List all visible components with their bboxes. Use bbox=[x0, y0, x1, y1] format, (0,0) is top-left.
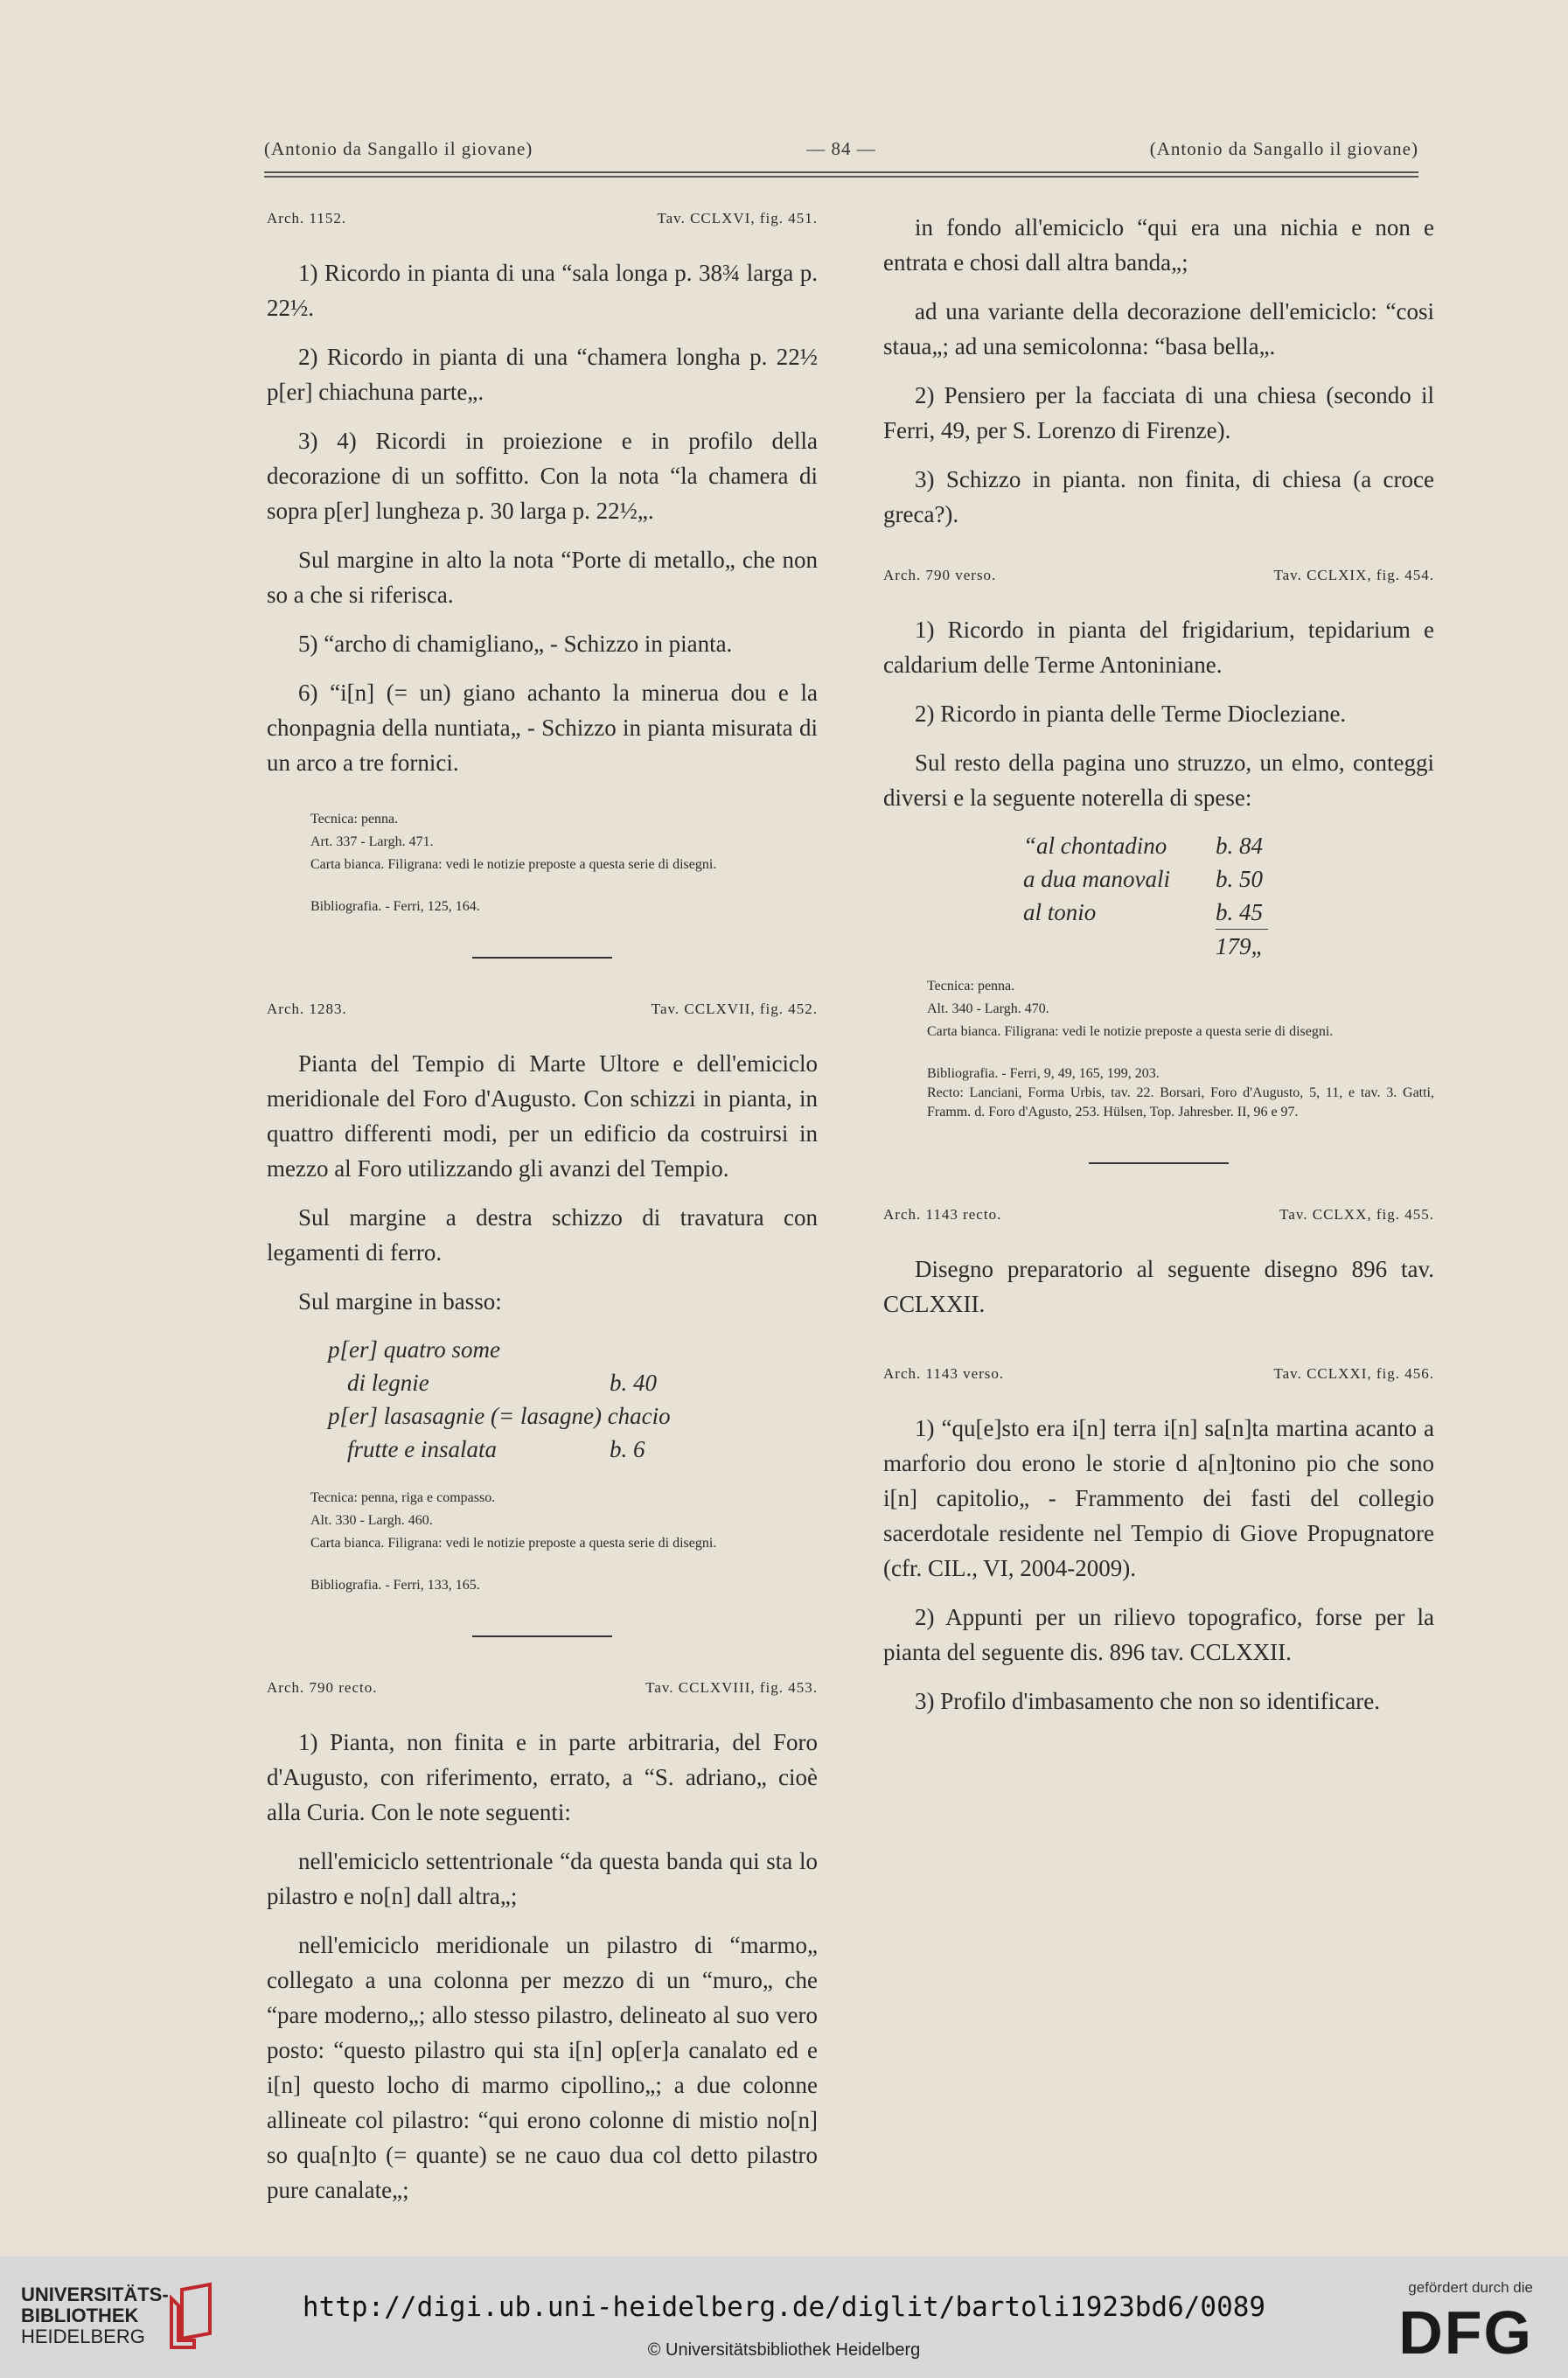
bibliography: Bibliografia. - Ferri, 9, 49, 165, 199, 203. bbox=[927, 1066, 1160, 1081]
paragraph: Sul margine a destra schizzo di travatura con legamenti di ferro. bbox=[267, 1204, 818, 1266]
viewer-footer bbox=[0, 2256, 1568, 2378]
plate-reference: Tav. CCLXVIII, fig. 453. bbox=[645, 1679, 818, 1696]
paragraph: 1) Ricordo in pianta del frigidarium, tepidarium e caldarium delle Terme Antoniniane. bbox=[883, 617, 1434, 678]
expense-list bbox=[267, 1333, 818, 1466]
entry-heading-1143-recto bbox=[883, 1206, 1434, 1224]
arch-number: Arch. 1152. bbox=[267, 210, 347, 227]
expense-amount: b. 50 bbox=[1216, 866, 1263, 892]
permalink-url[interactable]: http://digi.ub.uni-heidelberg.de/diglit/bartoli1923bd6/0089 bbox=[302, 2291, 1266, 2323]
plate-reference: Tav. CCLXVI, fig. 451. bbox=[657, 210, 818, 227]
header-right: (Antonio da Sangallo il giovane) bbox=[1149, 138, 1418, 159]
arch-number: Arch. 1143 verso. bbox=[883, 1365, 1005, 1382]
arch-number: Arch. 1143 recto. bbox=[883, 1206, 1002, 1223]
expense-line: al tonio bbox=[1023, 899, 1097, 925]
logo-line: HEIDELBERG bbox=[21, 2326, 145, 2347]
dimensions-note: Alt. 330 - Largh. 460. bbox=[310, 1513, 433, 1528]
paragraph: in fondo all'emiciclo “qui era una nichia e non e entrata e chosi dall altra banda„; bbox=[883, 214, 1434, 275]
logo-line: UNIVERSITÄTS- bbox=[21, 2284, 169, 2305]
paragraph: Sul margine in basso: bbox=[298, 1288, 502, 1315]
entry-heading-1152 bbox=[267, 210, 818, 227]
expense-amount: b. 84 bbox=[1216, 833, 1263, 859]
expense-total: 179„ bbox=[1216, 933, 1265, 959]
entry-heading-790-verso bbox=[883, 567, 1434, 584]
plate-reference: Tav. CCLXXI, fig. 456. bbox=[1273, 1365, 1434, 1382]
entry-heading-1283 bbox=[267, 1001, 818, 1018]
expense-amount: b. 45 bbox=[1216, 899, 1263, 925]
expense-amount: b. 6 bbox=[610, 1436, 645, 1462]
header-rule-top bbox=[264, 171, 1418, 173]
paragraph: 2) Appunti per un rilievo topografico, forse per la pianta del seguente dis. 896 tav. CCLXXII. bbox=[883, 1604, 1434, 1665]
bibliography-recto: Recto: Lanciani, Forma Urbis, tav. 22. Borsari, Foro d'Augusto, 5, 11, e tav. 3. Gatti, Framm. d. Foro d'Agusto, 253. Hülsen, Top. Jahresber. II, 96 e 97. bbox=[927, 1085, 1434, 1119]
paragraph: Disegno preparatorio al seguente disegno 896 tav. CCLXXII. bbox=[883, 1256, 1434, 1317]
paragraph: 5) “archo di chamigliano„ - Schizzo in pianta. bbox=[298, 631, 733, 657]
dimensions-note: Alt. 340 - Largh. 470. bbox=[927, 1001, 1049, 1016]
paragraph: 6) “i[n] (= un) giano achanto la minerua dou e la chonpagnia della nuntiata„ - Schizzo in pianta misurata di un arco a tre fornici. bbox=[267, 680, 818, 776]
paragraph: 3) Schizzo in pianta. non finita, di chiesa (a croce greca?). bbox=[883, 466, 1434, 527]
arch-number: Arch. 790 verso. bbox=[883, 567, 997, 583]
paragraph: 1) Ricordo in pianta di una “sala longa p. 38¾ larga p. 22½. bbox=[267, 260, 818, 321]
expense-line: a dua manovali bbox=[1023, 866, 1170, 892]
paragraph: nell'emiciclo meridionale un pilastro di “marmo„ collegato a una colonna per mezzo di un “muro„ che “pare moderno„; allo stesso pilastro, delineato al suo vero posto: “questo pilastro qui sta i[n] op[er]a canalato ed e i[n] questo locho di marmo cipollino„; a due colonne allineate col pilastro: “qui erono colonne di mistio no[n] so qua[n]to (= quante) se ne cauo dua col detto pilastro pure canalate„; bbox=[267, 1932, 818, 2203]
expense-line: p[er] quatro some bbox=[328, 1336, 501, 1363]
paragraph: 1) Pianta, non finita e in parte arbitraria, del Foro d'Augusto, con riferimento, errato, a “S. adriano„ cioè alla Curia. Con le note seguenti: bbox=[267, 1729, 818, 1825]
plate-reference: Tav. CCLXVII, fig. 452. bbox=[651, 1001, 818, 1017]
plate-reference: Tav. CCLXX, fig. 455. bbox=[1279, 1206, 1434, 1223]
paragraph: 3) Profilo d'imbasamento che non so identificare. bbox=[915, 1688, 1380, 1714]
plate-reference: Tav. CCLXIX, fig. 454. bbox=[1273, 567, 1434, 583]
expense-line: p[er] lasasagnie (= lasagne) chacio bbox=[328, 1403, 671, 1429]
technique-note: Tecnica: penna, riga e compasso. bbox=[310, 1490, 496, 1505]
expense-amount: b. 40 bbox=[610, 1370, 657, 1396]
paragraph: 2) Ricordo in pianta delle Terme Diocleziane. bbox=[915, 701, 1347, 727]
paragraph: Pianta del Tempio di Marte Ultore e dell'emiciclo meridionale del Foro d'Augusto. Con schizzi in pianta, in quattro differenti modi, per un edificio da costruirsi in mezzo al Foro utilizzando gli avanzi del Tempio. bbox=[267, 1050, 818, 1182]
separator bbox=[1089, 1162, 1229, 1164]
paragraph: Sul margine in alto la nota “Porte di metallo„ che non so a che si riferisca. bbox=[267, 547, 818, 608]
expense-line: “al chontadino bbox=[1023, 833, 1167, 859]
paragraph: ad una variante della decorazione dell'emiciclo: “cosi staua„; ad una semicolonna: “basa bella„. bbox=[883, 298, 1434, 359]
paragraph: 1) “qu[e]sto era i[n] terra i[n] sa[n]ta martina acanto a marforio dou erono le storie d a[n]tonino pio che sono i[n] capitolio„ - Frammento dei fasti del collegio sacerdotale residente nel Tempio di Giove Propugnatore (cfr. CIL., VI, 2004-2009). bbox=[883, 1415, 1434, 1581]
paper-note: Carta bianca. Filigrana: vedi le notizie preposte a questa serie di disegni. bbox=[310, 857, 717, 872]
paragraph: 2) Ricordo in pianta di una “chamera longha p. 22½ p[er] chiachuna parte„. bbox=[267, 344, 818, 405]
header-rule-bottom bbox=[264, 176, 1418, 178]
paragraph: 3) 4) Ricordi in proiezione e in profilo della decorazione di un soffitto. Con la nota “la chamera di sopra p[er] lungheza p. 30 larga p. 22½„. bbox=[267, 428, 818, 524]
expense-list bbox=[883, 829, 1434, 963]
dimensions-note: Art. 337 - Largh. 471. bbox=[310, 834, 434, 849]
logo-line: BIBLIOTHEK bbox=[21, 2305, 139, 2326]
entry-heading-1143-verso bbox=[883, 1365, 1434, 1383]
right-column bbox=[883, 210, 1434, 1733]
sponsor-label: gefördert durch die bbox=[1408, 2279, 1533, 2296]
separator bbox=[472, 1635, 612, 1637]
paragraph: 2) Pensiero per la facciata di una chiesa (secondo il Ferri, 49, per S. Lorenzo di Firenze). bbox=[883, 382, 1434, 443]
expense-line: di legnie bbox=[347, 1370, 429, 1396]
dfg-logo: DFG bbox=[1398, 2298, 1533, 2367]
expense-line: frutte e insalata bbox=[347, 1436, 497, 1462]
bibliography: Bibliografia. - Ferri, 125, 164. bbox=[310, 899, 480, 914]
page-number: — 84 — bbox=[806, 138, 876, 159]
technique-note: Tecnica: penna. bbox=[310, 812, 399, 826]
arch-number: Arch. 790 recto. bbox=[267, 1679, 378, 1696]
technique-note: Tecnica: penna. bbox=[927, 979, 1015, 994]
header-left: (Antonio da Sangallo il giovane) bbox=[264, 138, 533, 159]
entry-heading-790-recto bbox=[267, 1679, 818, 1697]
running-header bbox=[264, 138, 1418, 164]
separator bbox=[472, 957, 612, 959]
bibliography: Bibliografia. - Ferri, 133, 165. bbox=[310, 1578, 480, 1593]
left-column bbox=[267, 210, 818, 2203]
arch-number: Arch. 1283. bbox=[267, 1001, 347, 1017]
paragraph: Sul resto della pagina uno struzzo, un elmo, conteggi diversi e la seguente noterella di spese: bbox=[883, 750, 1434, 811]
copyright-notice: © Universitätsbibliothek Heidelberg bbox=[647, 2340, 921, 2360]
paper-note: Carta bianca. Filigrana: vedi le notizie preposte a questa serie di disegni. bbox=[310, 1536, 717, 1551]
paper-note: Carta bianca. Filigrana: vedi le notizie preposte a questa serie di disegni. bbox=[927, 1024, 1334, 1039]
paragraph: nell'emiciclo settentrionale “da questa banda qui sta lo pilastro e no[n] dall altra„; bbox=[267, 1848, 818, 1909]
